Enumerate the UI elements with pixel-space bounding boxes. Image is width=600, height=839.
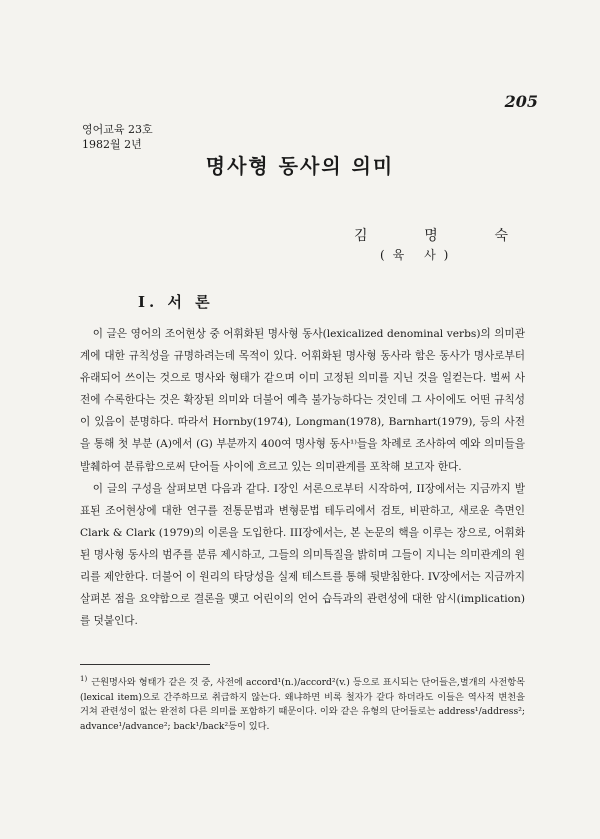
paper-title: 명사형 동사의 의미 xyxy=(205,154,395,178)
section-heading: I. 서 론 xyxy=(138,293,214,311)
author-name xyxy=(354,225,514,245)
paragraph: 이 글은 영어의 조어현상 중 어휘화된 명사형 동사(lexicalized denominal verbs)의 의미관계에 대한 규칙성을 규명하려는데 목적이 있다. 어휘화된 명사형 동사라 함은 동사가 명사로부터 유래되어 쓰이는 것으로 명사와 형태가 같으며 이미 고정된 의미를 지닌 것을 일컫는다. 벌써 사전에 수록한다는 것은 확장된 의미와 더불어 예측 불가능하다는 것인데 그 사이에도 어떤 규칙성이 있음이 분명하다. 따라서 Hornby(1974), Longman(1978), Barnhart(1979), 등의 사전을 통해 첫 부분 (A)에서 (G) 부분까지 400여 명사형 동사¹⁾들을 차례로 조사하여 예와 의미들을 발췌하여 분류함으로써 단어들 사이에 흐르고 있는 의미관계를 포착해 보고자 한다. xyxy=(80,328,525,473)
author-char: 명 xyxy=(424,228,444,244)
footnote-rule xyxy=(80,664,210,665)
journal-info xyxy=(82,122,153,152)
journal-date: 1982월 2년 xyxy=(82,138,142,151)
journal-issue: 영어교육 23호 xyxy=(82,123,153,136)
footnote-text: 근원명사와 형태가 같은 것 중, 사전에 accord¹(n.)/accord²(v.) 등으로 표시되는 단어들은,별개의 사전항목(lexical item)으로 간주하므로 취급하지 않는다. 왜냐하면 비록 철자가 같다 하더라도 이들은 역사적 변천을 거쳐 관련성이 없는 완전히 다른 의미를 포함하기 때문이다. 이와 같은 유형의 단어들로는 address¹/address²; advance¹/advance²; back¹/back²등이 있다. xyxy=(80,677,525,732)
page-number: 205 xyxy=(504,92,538,111)
footnote xyxy=(80,672,525,734)
author-affiliation: (육 사) xyxy=(380,248,457,262)
paragraph: 이 글의 구성을 살펴보면 다음과 같다. I장인 서론으로부터 시작하여, II장에서는 지금까지 발표된 조어현상에 대한 연구를 전통문법과 변형문법 테두리에서 검토, 비판하고, 새로운 측면인 Clark & Clark (1979)의 이론을 도입한다. III장에서는, 본 논문의 핵을 이루는 장으로, 어휘화된 명사형 동사의 범주를 분류 제시하고, 그들의 의미특질을 밝히며 그들이 지니는 의미관계의 원리를 제안한다. 더불어 이 원리의 타당성을 실제 테스트를 통해 뒷받침한다. IV장에서는 지금까지 살펴본 점을 요약함으로 결론을 맺고 어린이의 언어 습득과의 관련성에 대한 암시(implication)를 덧붙인다. xyxy=(80,482,525,628)
body-text xyxy=(80,323,525,632)
author-char: 김 xyxy=(354,228,374,244)
footnote-mark: 1) xyxy=(80,675,88,683)
author-char: 숙 xyxy=(494,228,514,244)
